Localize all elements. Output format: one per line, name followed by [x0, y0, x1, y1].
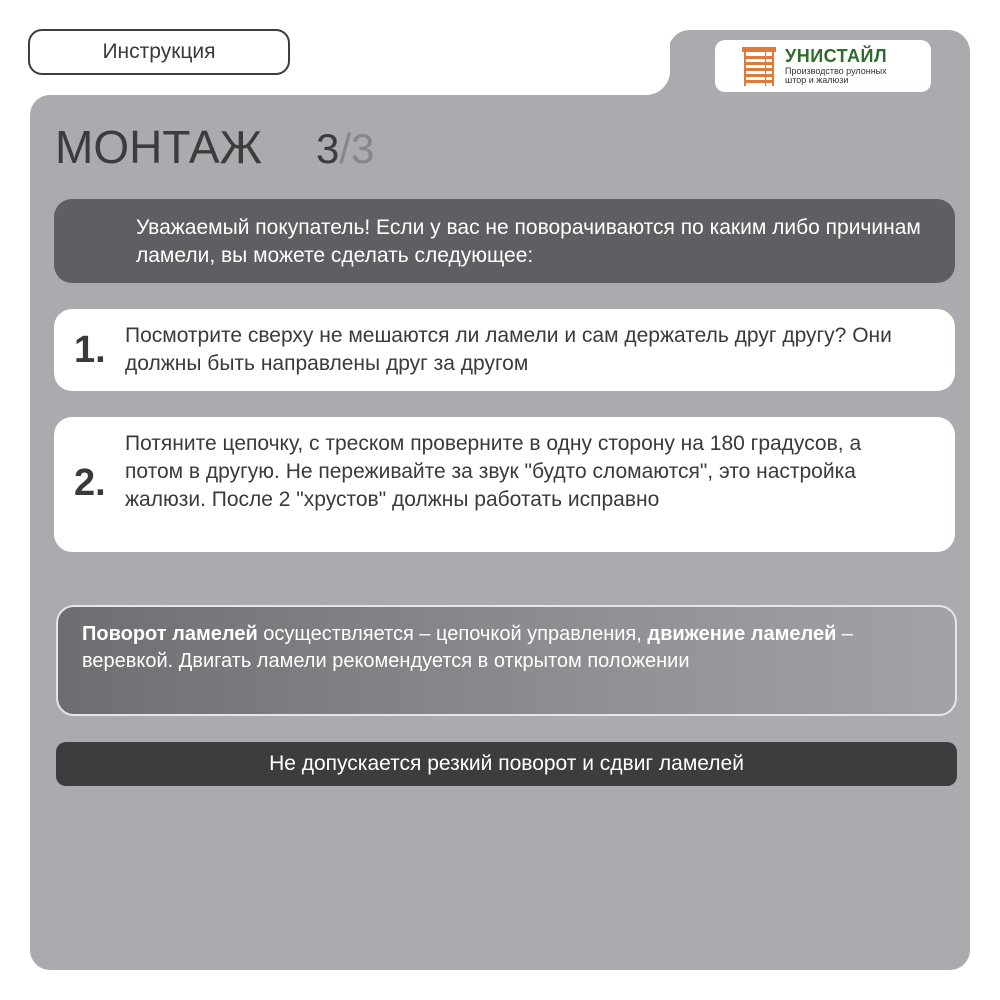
- warning-text: Не допускается резкий поворот и сдвиг ламелей: [269, 752, 744, 775]
- brand-logo: [715, 40, 931, 92]
- brand-name: УНИСТАЙЛ: [785, 45, 888, 66]
- brand-tagline: Производство рулонных штор и жалюзи: [785, 65, 887, 85]
- info-note: [56, 605, 957, 716]
- note-text-2: – веревкой. Двигать ламели рекомендуется в открытом положении: [82, 623, 854, 672]
- panel-corner-cut: [610, 30, 670, 95]
- page-title: МОНТАЖ: [55, 121, 263, 173]
- step-text: Посмотрите сверху не мешаются ли ламели и сам держатель друг другу? Они должны быть направлены друг за другом: [125, 324, 892, 375]
- warning-banner: [56, 742, 957, 786]
- page-total: 3: [351, 125, 375, 172]
- note-bold-movement: движение ламелей: [647, 623, 837, 645]
- page-counter: [316, 125, 374, 173]
- intro-message: [54, 199, 955, 283]
- step-card: [54, 309, 955, 391]
- intro-text: Уважаемый покупатель! Если у вас не поворачиваются по каким либо причинам ламели, вы можете сделать следующее:: [136, 216, 921, 267]
- step-number: 1.: [74, 329, 106, 371]
- step-card: [54, 417, 955, 552]
- note-text-1: осуществляется – цепочкой управления,: [257, 623, 648, 645]
- instruction-tab[interactable]: [28, 29, 290, 75]
- note-bold-rotation: Поворот ламелей: [82, 623, 258, 645]
- step-number: 2.: [74, 462, 106, 504]
- blinds-icon: [739, 44, 779, 88]
- instruction-tab-label: Инструкция: [102, 40, 216, 63]
- page-separator: /: [339, 125, 352, 172]
- step-text: Потяните цепочку, с треском проверните в одну сторону на 180 градусов, а потом в другую. Не переживайте за звук "будто сломаются", это настройка жалюзи. После 2 "хрустов" должны работать исправно: [125, 432, 862, 511]
- page-current: 3: [316, 125, 340, 172]
